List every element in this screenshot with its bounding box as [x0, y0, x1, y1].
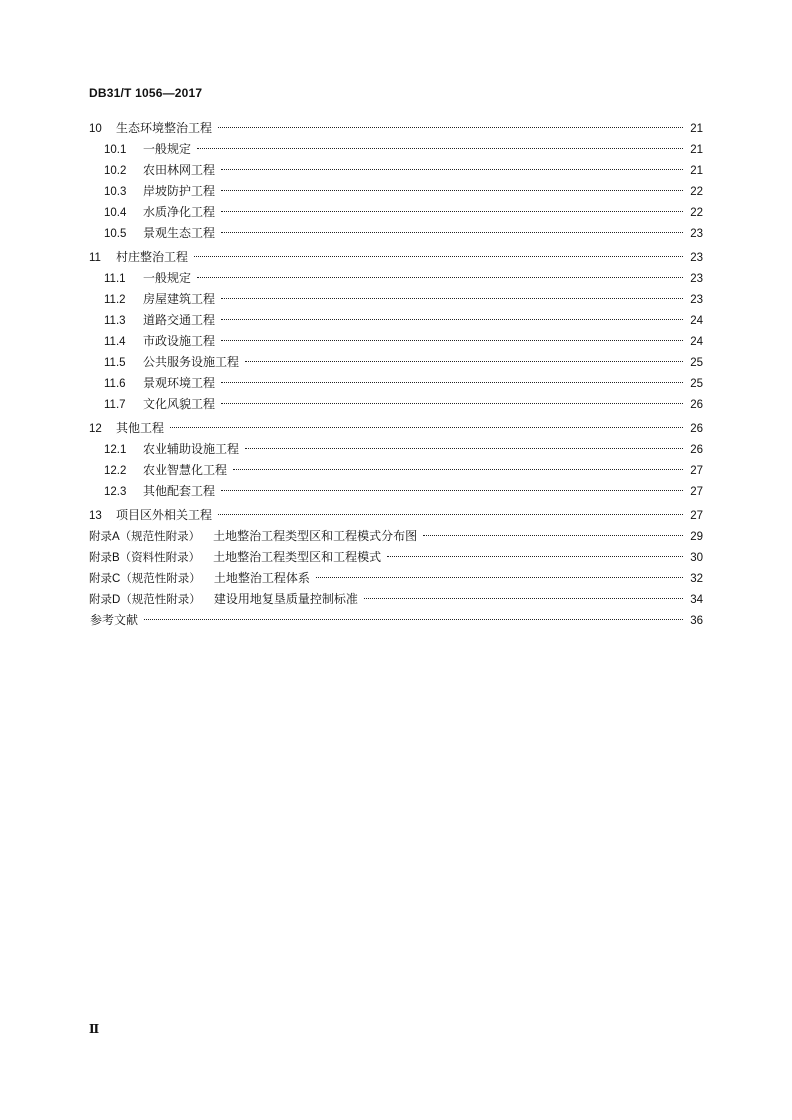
dot-leader [194, 256, 683, 257]
toc-entry-number: 附录B（资料性附录） [89, 552, 201, 564]
toc-entry-title: 其他工程 [116, 421, 165, 435]
toc-entry-number: 11.5 [104, 357, 126, 369]
dot-leader [245, 361, 683, 362]
toc-entry-title: 岸坡防护工程 [143, 184, 216, 198]
toc-entry-page: 23 [690, 294, 703, 306]
dot-leader [144, 619, 683, 620]
toc-entry-number: 附录A（规范性附录） [89, 531, 201, 543]
toc-entry-title: 水质净化工程 [143, 205, 216, 219]
toc-entry[interactable] [89, 568, 703, 589]
toc-entry-page: 24 [690, 336, 703, 348]
toc-entry-page: 23 [690, 273, 703, 285]
dot-leader [221, 490, 683, 491]
toc-entry[interactable] [89, 268, 703, 289]
toc-entry[interactable] [89, 352, 703, 373]
toc-entry-number: 附录D（规范性附录） [89, 594, 201, 606]
dot-leader [218, 514, 683, 515]
toc-entry-page: 26 [690, 444, 703, 456]
toc-entry-page: 27 [690, 486, 703, 498]
dot-leader [245, 448, 683, 449]
document-code: DB31/T 1056—2017 [89, 86, 203, 100]
toc-entry[interactable] [89, 202, 703, 223]
toc-entry-number: 11.3 [104, 315, 126, 327]
toc-entry-number: 12.3 [104, 486, 127, 498]
toc-entry-page: 25 [690, 378, 703, 390]
toc-entry-title: 市政设施工程 [143, 334, 216, 348]
toc-entry-title: 道路交通工程 [143, 313, 216, 327]
toc-entry-title: 农田林网工程 [143, 163, 216, 177]
toc-entry-title: 一般规定 [143, 271, 192, 285]
dot-leader [221, 169, 683, 170]
toc-entry-page: 24 [690, 315, 703, 327]
toc-entry-title: 农业辅助设施工程 [143, 442, 240, 456]
toc-entry-page: 36 [690, 615, 703, 627]
dot-leader [170, 427, 683, 428]
toc-entry[interactable] [89, 373, 703, 394]
toc-entry[interactable] [89, 394, 703, 415]
toc-entry-number: 10.4 [104, 207, 127, 219]
toc-entry-number: 12.2 [104, 465, 127, 477]
table-of-contents [89, 118, 703, 631]
dot-leader [221, 232, 683, 233]
toc-entry-page: 30 [690, 552, 703, 564]
toc-entry-number: 12.1 [104, 444, 127, 456]
toc-entry-title: 景观生态工程 [143, 226, 216, 240]
dot-leader [387, 556, 683, 557]
toc-entry-page: 21 [690, 123, 703, 135]
toc-entry-page: 29 [690, 531, 703, 543]
toc-entry-number: 10.2 [104, 165, 127, 177]
toc-entry-number: 12 [89, 423, 102, 435]
toc-entry-page: 27 [690, 465, 703, 477]
toc-entry[interactable] [89, 610, 703, 631]
dot-leader [197, 148, 683, 149]
toc-entry-number: 附录C（规范性附录） [89, 573, 201, 585]
toc-entry-title: 参考文献 [90, 613, 139, 627]
toc-entry-title: 房屋建筑工程 [143, 292, 216, 306]
toc-entry-title: 文化风貌工程 [143, 397, 216, 411]
dot-leader [221, 403, 683, 404]
toc-entry[interactable] [89, 505, 703, 526]
toc-entry-title: 土地整治工程类型区和工程模式 [213, 550, 382, 564]
toc-entry-page: 26 [690, 399, 703, 411]
toc-entry-page: 23 [690, 228, 703, 240]
toc-entry-page: 34 [690, 594, 703, 606]
toc-entry[interactable] [89, 223, 703, 244]
toc-entry-title: 公共服务设施工程 [143, 355, 240, 369]
toc-entry[interactable] [89, 139, 703, 160]
toc-entry-number: 10.3 [104, 186, 127, 198]
toc-entry-title: 土地整治工程体系 [213, 571, 310, 585]
dot-leader [197, 277, 683, 278]
dot-leader [221, 211, 683, 212]
toc-entry-title: 生态环境整治工程 [116, 121, 213, 135]
toc-entry-number: 11.4 [104, 336, 126, 348]
toc-entry-page: 22 [690, 186, 703, 198]
toc-entry-number: 11.2 [104, 294, 126, 306]
toc-entry[interactable] [89, 331, 703, 352]
dot-leader [218, 127, 683, 128]
toc-entry-number: 11 [89, 252, 101, 264]
toc-entry-title: 土地整治工程类型区和工程模式分布图 [213, 529, 418, 543]
toc-entry-page: 27 [690, 510, 703, 522]
dot-leader [423, 535, 683, 536]
toc-entry[interactable] [89, 118, 703, 139]
toc-entry[interactable] [89, 460, 703, 481]
toc-entry[interactable] [89, 481, 703, 502]
toc-entry-number: 10 [89, 123, 102, 135]
toc-entry-number: 11.1 [104, 273, 126, 285]
toc-entry-title: 其他配套工程 [143, 484, 216, 498]
toc-entry-number: 10.5 [104, 228, 127, 240]
toc-entry[interactable] [89, 160, 703, 181]
dot-leader [221, 298, 683, 299]
toc-entry[interactable] [89, 418, 703, 439]
toc-entry[interactable] [89, 589, 703, 610]
page-number: Ⅱ [89, 1022, 100, 1036]
toc-entry[interactable] [89, 181, 703, 202]
toc-entry-title: 村庄整治工程 [116, 250, 189, 264]
toc-entry[interactable] [89, 439, 703, 460]
toc-entry-page: 25 [690, 357, 703, 369]
toc-entry-page: 22 [690, 207, 703, 219]
toc-entry-title: 项目区外相关工程 [116, 508, 213, 522]
toc-entry-title: 建设用地复垦质量控制标准 [213, 592, 358, 606]
toc-entry-title: 农业智慧化工程 [143, 463, 228, 477]
toc-entry-page: 26 [690, 423, 703, 435]
dot-leader [221, 319, 683, 320]
toc-entry-page: 21 [690, 144, 703, 156]
toc-entry-number: 11.6 [104, 378, 126, 390]
toc-entry[interactable] [89, 526, 703, 547]
toc-entry-number: 11.7 [104, 399, 126, 411]
dot-leader [316, 577, 683, 578]
dot-leader [221, 382, 683, 383]
dot-leader [233, 469, 683, 470]
toc-entry-number: 10.1 [104, 144, 127, 156]
toc-entry-page: 23 [690, 252, 703, 264]
dot-leader [364, 598, 683, 599]
toc-entry-number: 13 [89, 510, 102, 522]
toc-entry-title: 一般规定 [143, 142, 192, 156]
toc-entry[interactable] [89, 247, 703, 268]
toc-entry[interactable] [89, 289, 703, 310]
toc-entry[interactable] [89, 310, 703, 331]
dot-leader [221, 340, 683, 341]
toc-entry[interactable] [89, 547, 703, 568]
toc-entry-title: 景观环境工程 [143, 376, 216, 390]
toc-entry-page: 21 [690, 165, 703, 177]
dot-leader [221, 190, 683, 191]
toc-entry-page: 32 [690, 573, 703, 585]
